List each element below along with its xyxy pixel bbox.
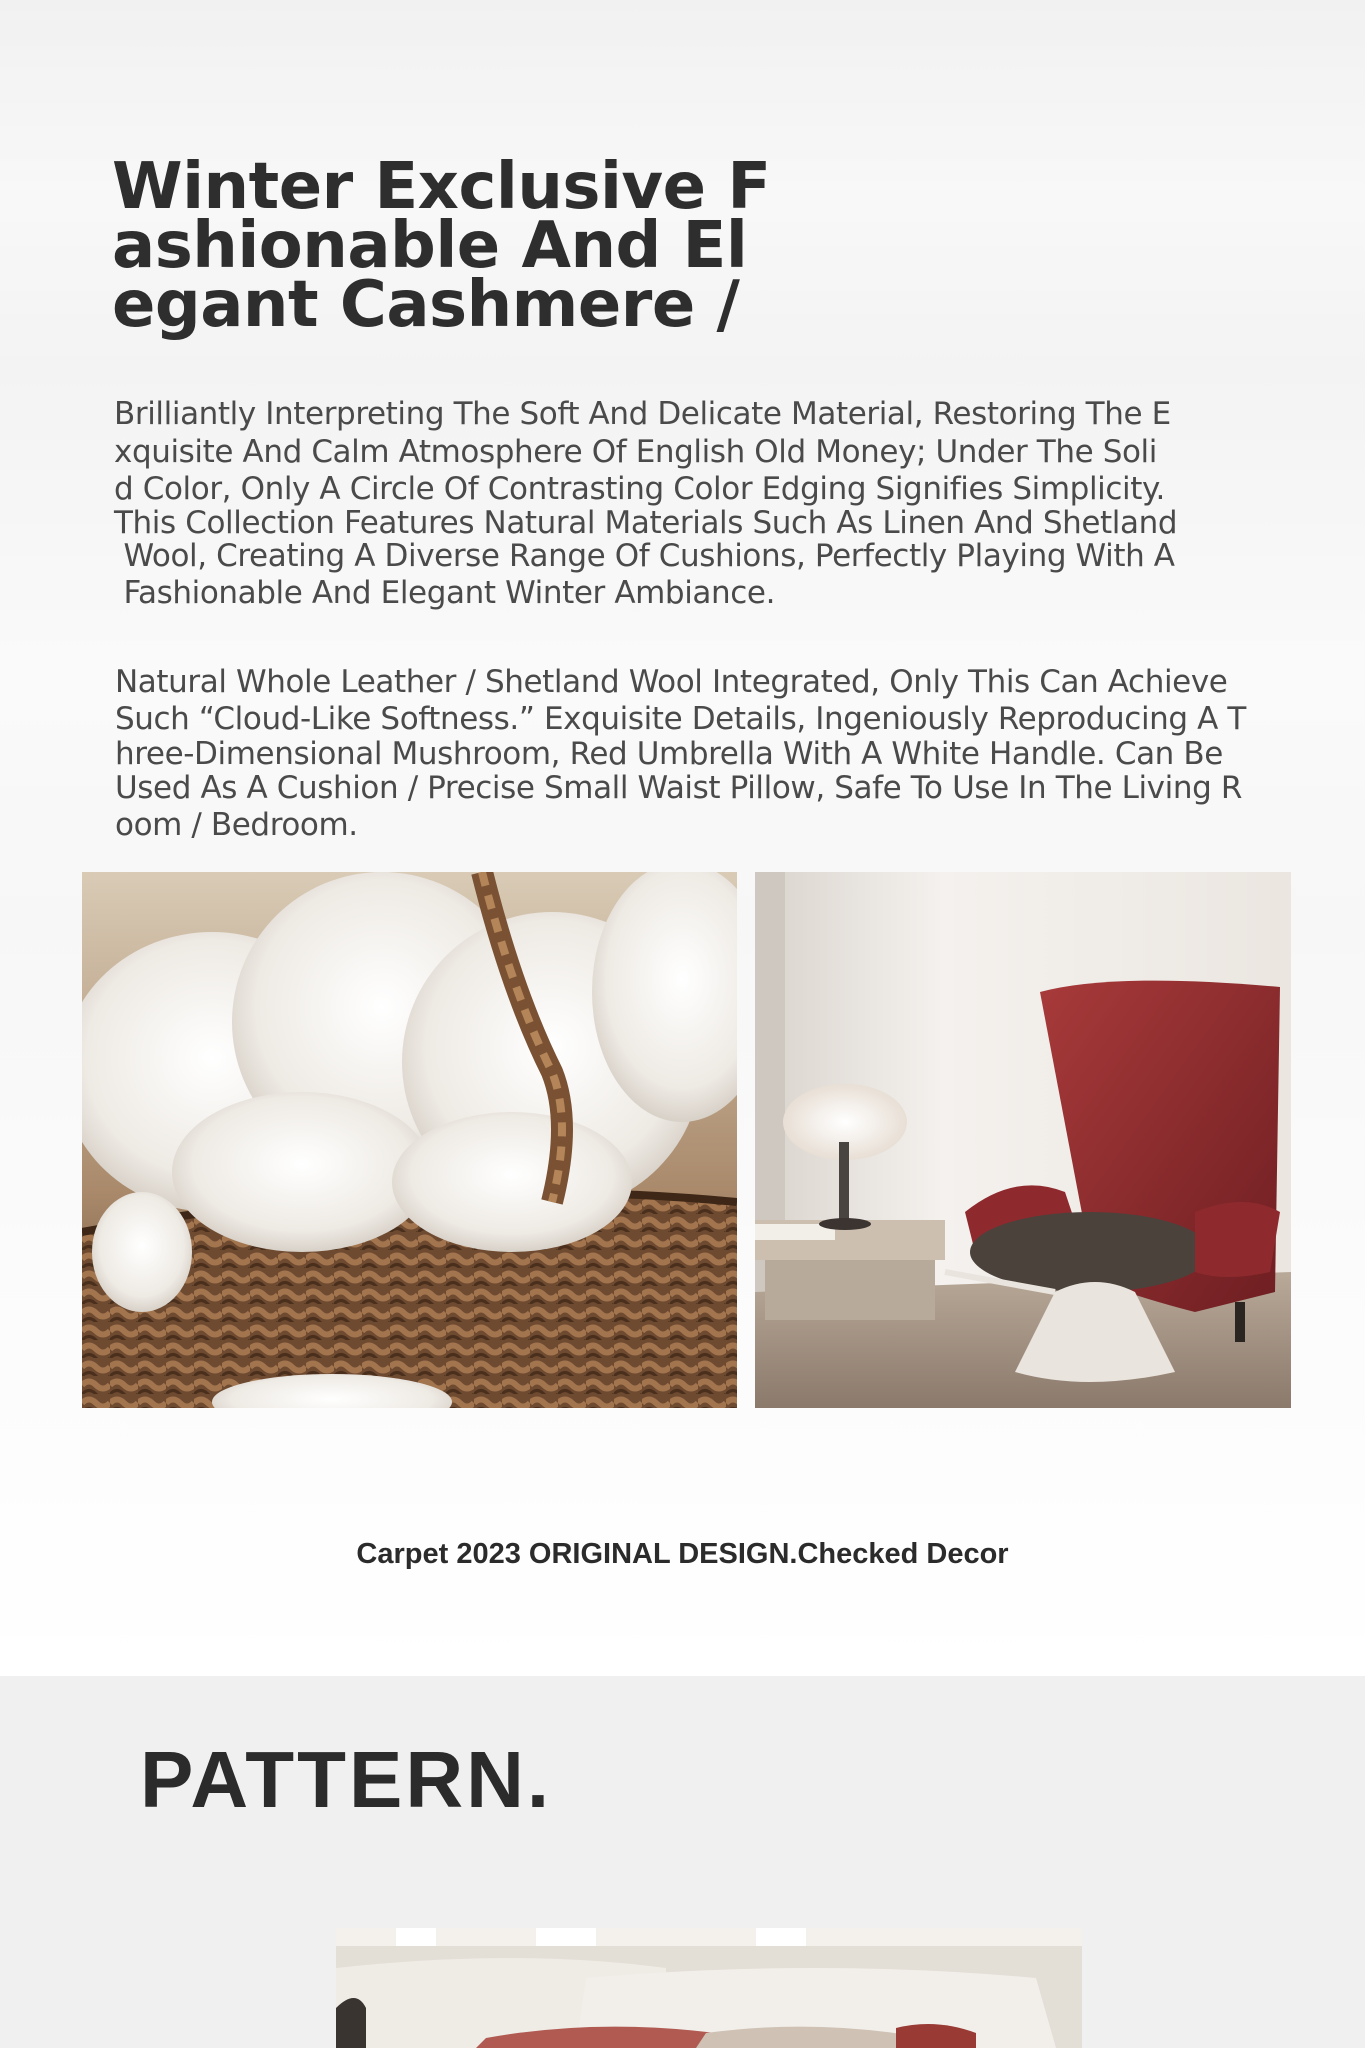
wool-basket-image — [82, 872, 737, 1408]
description-line: Used As A Cushion / Precise Small Waist Pillow, Safe To Use In The Living R — [115, 770, 1242, 806]
description-line: Fashionable And Elegant Winter Ambiance. — [114, 575, 776, 611]
headline-line: Winter Exclusive F — [112, 150, 771, 224]
collection-caption: Carpet 2023 ORIGINAL DESIGN.Checked Decor — [356, 1538, 1009, 1570]
description-line: Such “Cloud-Like Softness.” Exquisite Details, Ingeniously Reproducing A T — [115, 701, 1246, 737]
description-line: Wool, Creating A Diverse Range Of Cushions, Perfectly Playing With A — [114, 537, 1175, 574]
feature-description — [115, 664, 1246, 844]
material-description — [114, 396, 1177, 613]
description-line: oom / Bedroom. — [115, 807, 358, 843]
pattern-title: PATTERN. — [140, 1735, 553, 1824]
description-line: d Color, Only A Circle Of Contrasting Color Edging Signifies Simplicity. — [114, 471, 1165, 507]
red-chair-image — [755, 872, 1291, 1408]
headline-line: ashionable And El — [112, 209, 748, 283]
product-headline — [112, 150, 771, 342]
description-line: This Collection Features Natural Materials Such As Linen And Shetland — [114, 504, 1178, 541]
description-line: Natural Whole Leather / Shetland Wool Integrated, Only This Can Achieve — [115, 664, 1228, 700]
pattern-cushion-image — [336, 1928, 1082, 2048]
pattern-section — [0, 1676, 1365, 2048]
description-line: xquisite And Calm Atmosphere Of English Old Money; Under The Soli — [114, 433, 1157, 470]
description-line: hree-Dimensional Mushroom, Red Umbrella With A White Handle. Can Be — [115, 736, 1223, 772]
description-line: Brilliantly Interpreting The Soft And Delicate Material, Restoring The E — [114, 396, 1171, 432]
headline-line: egant Cashmere / — [112, 268, 740, 342]
